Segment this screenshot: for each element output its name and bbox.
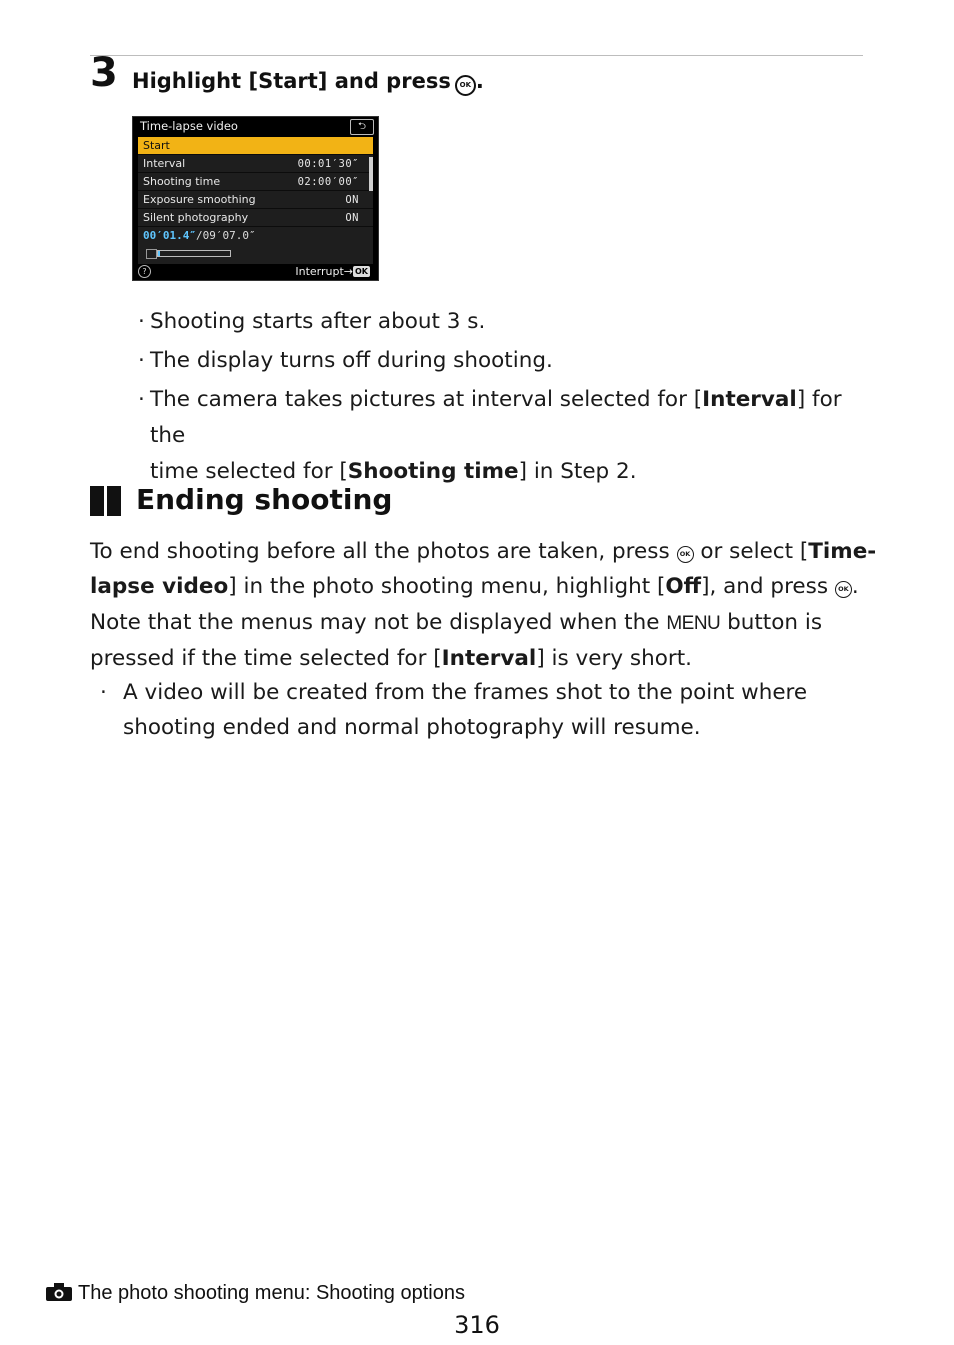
section-title: Ending shooting [136, 483, 393, 516]
term-off: Off [665, 574, 702, 600]
screen-scrollbar [369, 157, 373, 191]
term-lapse-video: lapse video [90, 574, 229, 600]
section-marker-icon [90, 486, 122, 516]
elapsed-time-readout [143, 229, 256, 242]
menu-row-label: Shooting time [143, 175, 221, 188]
menu-row-value: 00:01′30″ [297, 158, 359, 170]
elapsed-time: 00′01.4″ [143, 229, 196, 242]
ok-button-icon: OK [455, 75, 476, 96]
screen-title: Time-lapse video [140, 119, 238, 133]
back-icon: ⮌ [350, 119, 374, 135]
menu-button-label: MENU [666, 612, 721, 634]
menu-row-label: Interval [143, 157, 186, 170]
progress-bar-fill [158, 251, 160, 256]
step-notes-list [138, 304, 863, 490]
menu-row-label: Start [143, 139, 170, 152]
list-item-text: The display turns off during shooting. [150, 348, 553, 373]
term-shooting-time: Shooting time [347, 459, 519, 484]
paragraph-text: ], and press [701, 574, 835, 600]
page-number: 316 [454, 1311, 500, 1339]
ending-shooting-paragraph [90, 534, 877, 676]
top-divider [90, 55, 863, 56]
list-item: · Shooting starts after about 3 s. [138, 309, 486, 334]
menu-row-start [138, 137, 373, 155]
menu-row-value: ON [345, 212, 359, 224]
menu-row-value: ON [345, 194, 359, 206]
step-instruction-text: Highlight [Start] and press [132, 69, 451, 93]
paragraph-text: Note that the menus may not be displayed when the [90, 609, 667, 635]
step-instruction [132, 66, 484, 96]
menu-row-value: 02:00′00″ [297, 176, 359, 188]
video-note-line2: shooting ended and normal photography will resume. [123, 715, 701, 741]
footer-breadcrumb [46, 1278, 465, 1308]
menu-row-label: Silent photography [143, 211, 249, 224]
interrupt-label: Interrupt→ [295, 265, 353, 278]
list-item-text: ] in Step 2. [518, 459, 637, 484]
camera-menu-screenshot [132, 116, 379, 281]
paragraph-text: ] is very short. [536, 645, 692, 671]
progress-bar [157, 250, 231, 257]
total-time: /09′07.0″ [195, 229, 256, 242]
list-item: · The display turns off during shooting. [138, 348, 553, 373]
paragraph-text: or select [ [693, 539, 809, 564]
term-interval: Interval [702, 387, 797, 412]
video-note-line1: A video will be created from the frames shot to the point where [123, 680, 808, 705]
camera-icon [46, 1280, 72, 1298]
list-item-text: Shooting starts after about 3 s. [150, 309, 486, 334]
interrupt-hint [295, 265, 370, 278]
paragraph-text: . [851, 574, 859, 600]
ok-button-icon: OK [355, 267, 368, 276]
ok-button-icon: OK [677, 546, 694, 563]
step-number: 3 [90, 50, 118, 96]
screen-menu-panel [138, 137, 373, 264]
footer-text: The photo shooting menu: Shooting options [78, 1282, 465, 1304]
menu-row-interval [138, 155, 373, 173]
paragraph-text: To end shooting before all the photos are taken, press [90, 539, 677, 564]
menu-row-shooting-time [138, 173, 373, 191]
ok-button-icon: OK [835, 581, 852, 598]
list-item-text: time selected for [ [150, 459, 348, 484]
paragraph-text: pressed if the time selected for [ [90, 645, 442, 671]
paragraph-text: button is [720, 609, 823, 635]
menu-row-silent-photography [138, 209, 373, 227]
list-item-text: ] for the [150, 387, 842, 448]
step-instruction-period: . [475, 69, 484, 93]
list-item: · The camera takes pictures at interval selected for [Interval] for the time selected for [Shooting time] in Step 2. [138, 387, 842, 484]
video-icon [146, 249, 157, 259]
term-time-lapse: Time- [808, 539, 877, 564]
menu-row-label: Exposure smoothing [143, 193, 256, 206]
term-interval: Interval [441, 645, 537, 671]
paragraph-text: ] in the photo shooting menu, highlight [ [228, 574, 666, 600]
list-item-text: The camera takes pictures at interval selected for [ [150, 387, 703, 412]
help-icon: ? [138, 265, 151, 278]
menu-row-exposure-smoothing [138, 191, 373, 209]
